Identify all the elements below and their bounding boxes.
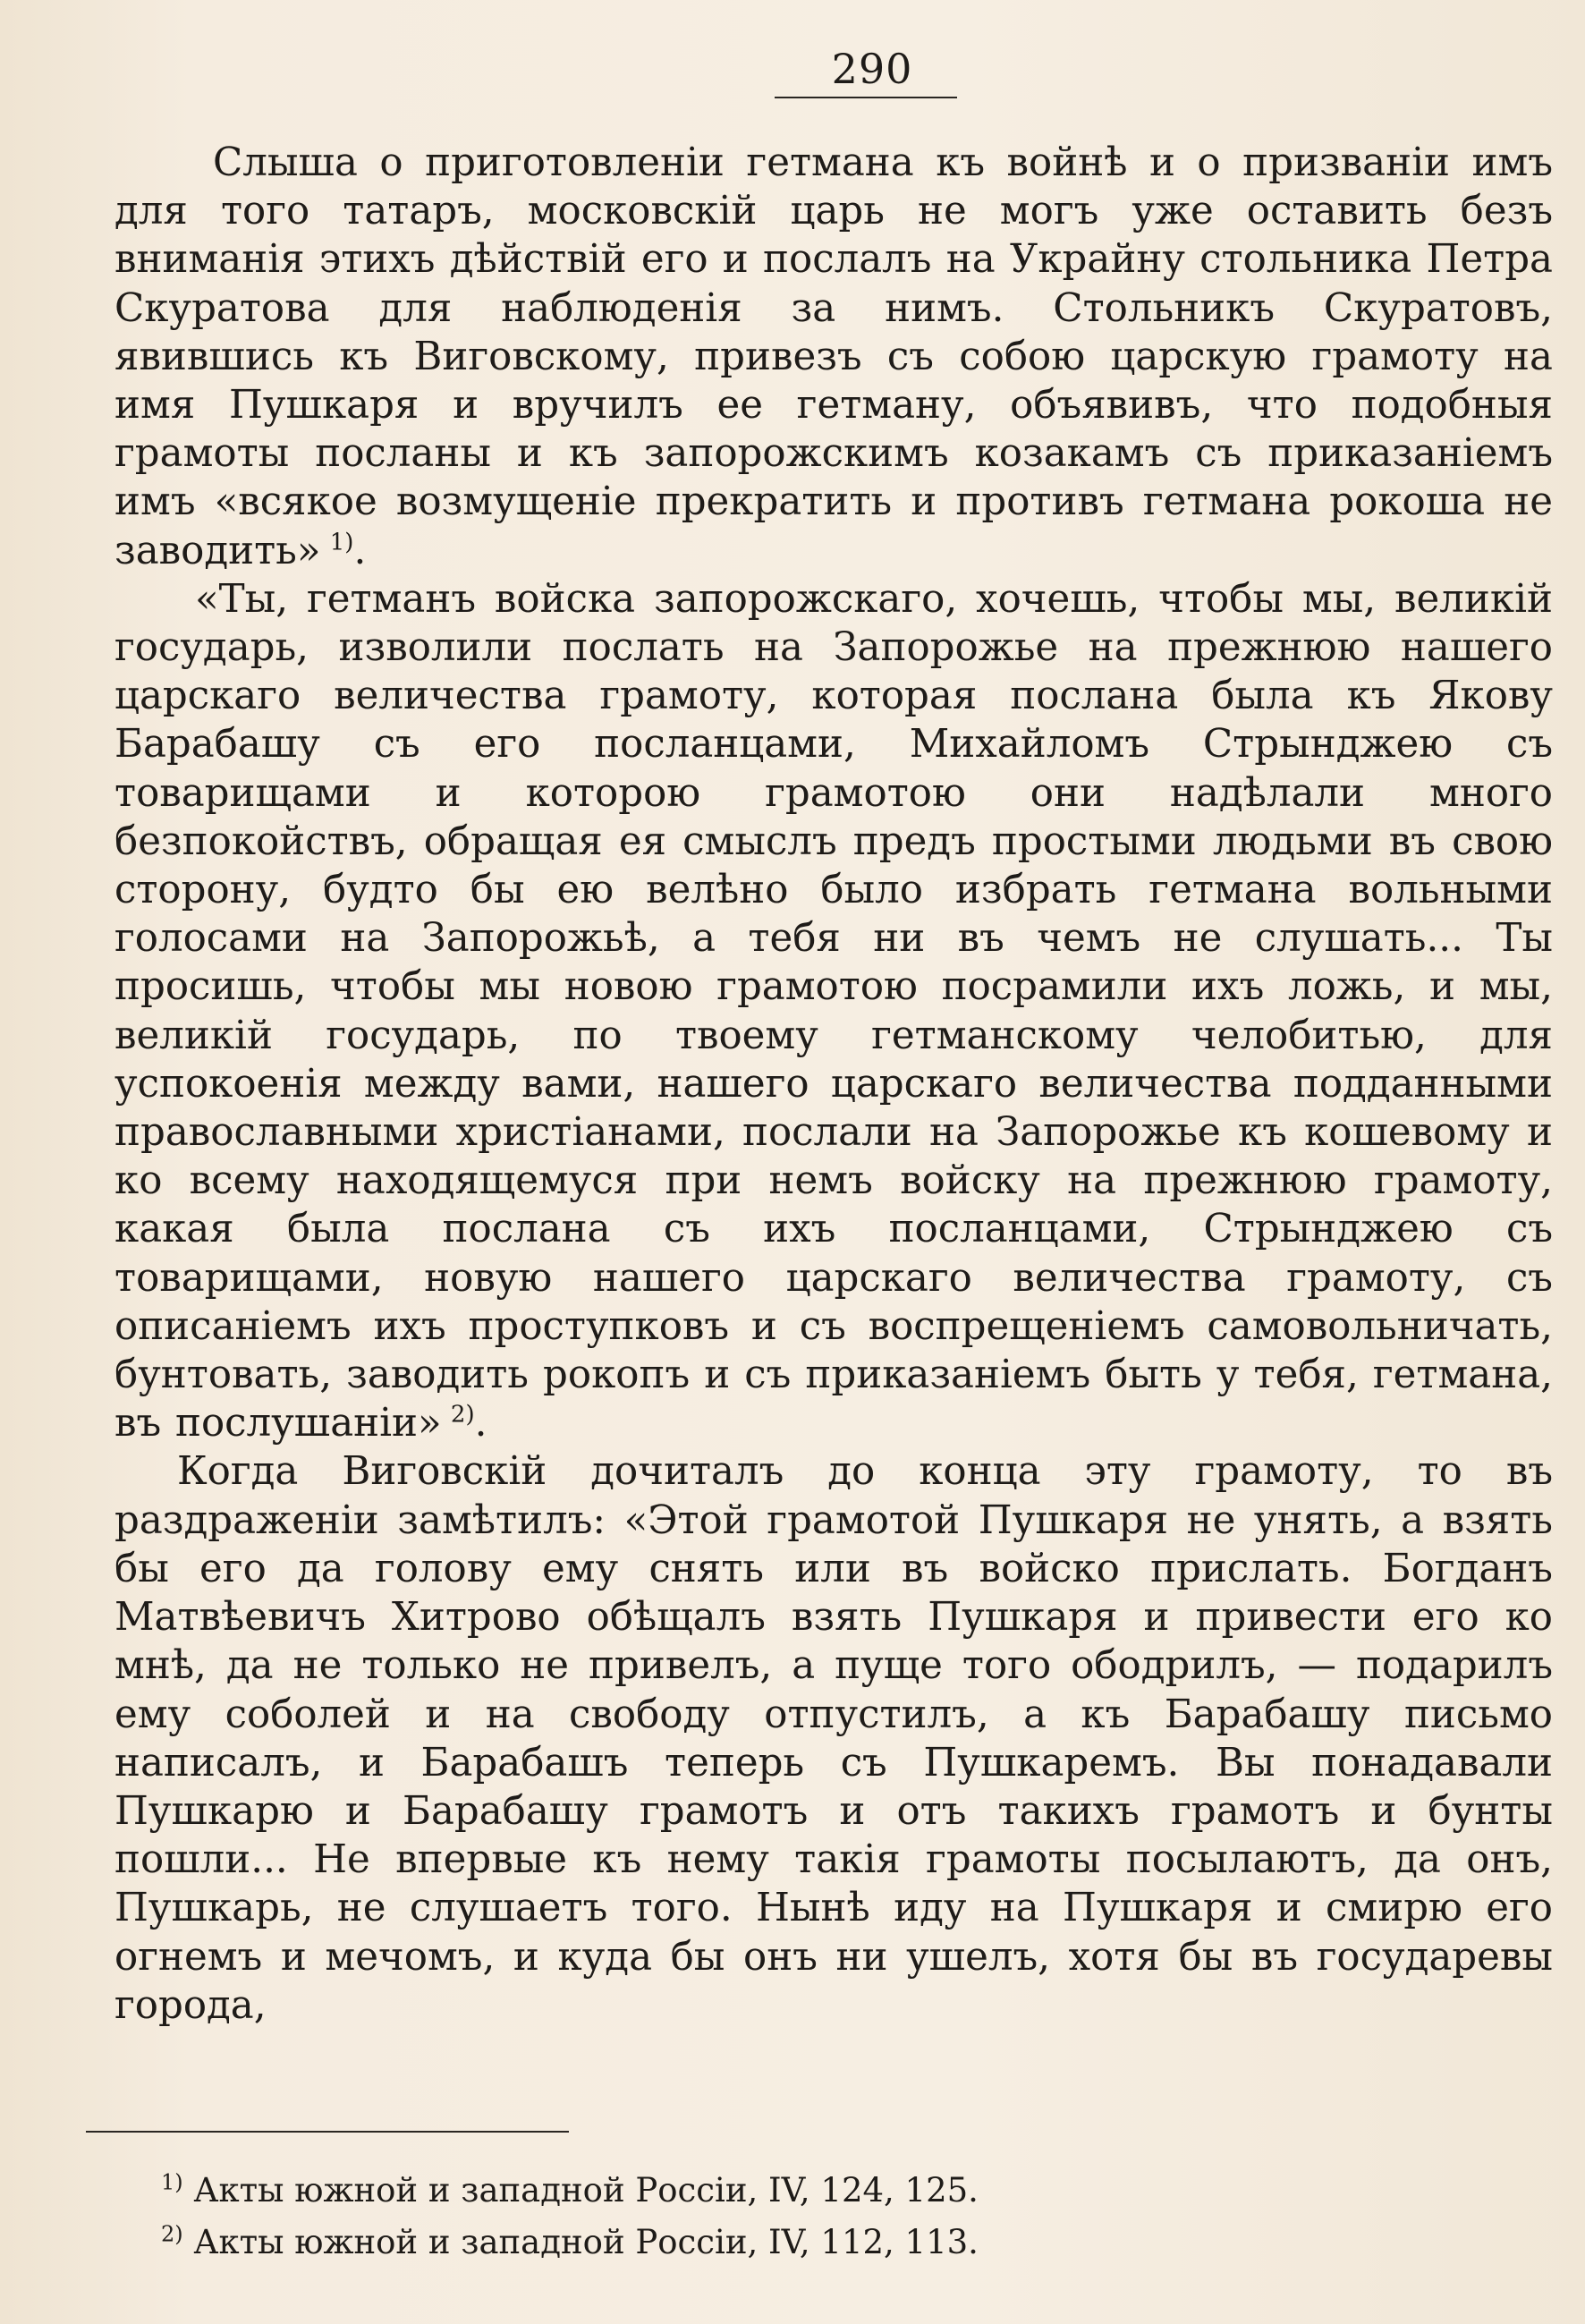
footnotes <box>161 2165 1413 2269</box>
body-text <box>114 139 1553 2030</box>
paragraph-3 <box>114 1447 1553 2029</box>
paragraph-2-text: «Ты, гетманъ войска запорожскаго, хочешь, чтобы мы, великій государь, изволили послать на Запорожье на прежнюю нашего царскаго величества грамоту, которая послана была къ Якову Барабашу съ его посланцами, Михайломъ Стрынджею съ товарищами и которою грамотою они надѣлали много безпокойствъ, обращая ея смыслъ предъ простыми людьми въ свою сторону, будто бы ею велѣно было избрать гетмана вольными голосами на Запорожьѣ, а тебя ни въ чемъ не слушать... Ты просишь, чтобы мы новою грамотою посрамили ихъ ложь, и мы, великій государь, по твоему гетманскому челобитью, для успокоенія между вами, нашего царскаго величества подданными православными христіанами, послали на Запорожье къ кошевому и ко всему находящемуся при немъ войску на прежнюю грамоту, какая была послана съ ихъ посланцами, Стрынджею съ товарищами, новую нашего царскаго величества грамоту, съ описаніемъ ихъ проступковъ и съ воспрещеніемъ самовольничать, бунтовать, заводить рокопъ и съ приказаніемъ быть у тебя, гетмана, въ послушаніи» <box>114 576 1553 1446</box>
footnote-ref-1: 1) <box>329 529 354 556</box>
footnote-rule <box>86 2131 569 2133</box>
footnote-mark-1: 1) <box>161 2169 183 2195</box>
paragraph-1-tail: . <box>353 528 367 573</box>
paragraph-2 <box>114 575 1553 1448</box>
footnote-2 <box>161 2217 1413 2269</box>
paragraph-1-text: Слыша о приготовленіи гетмана къ войнѣ и о призваніи имъ для того татаръ, московскій царь не могъ уже оставить безъ вниманія этихъ дѣйствій его и послалъ на Украйну стольника Петра Скуратова для наблюденія за нимъ. Стольникъ Скуратовъ, явившись къ Виговскому, привезъ съ собою царскую грамоту на имя Пушкаря и вручилъ ее гетману, объявивъ, что подобныя грамоты посланы и къ запорожскимъ козакамъ съ приказаніемъ имъ «всякое возмущеніе прекратить и противъ гетмана рокоша не заводить» <box>114 140 1553 573</box>
paragraph-2-tail: . <box>474 1401 487 1446</box>
paragraph-3-text: Когда Виговскій дочиталъ до конца эту грамоту, то въ раздраженіи замѣтилъ: «Этой грамотой Пушкаря не унять, а взять бы его да голову ему снять или въ войско прислать. Богданъ Матвѣевичъ Хитрово обѣщалъ взять Пушкаря и привести его ко мнѣ, да не только не привелъ, а пуще того ободрилъ, — подарилъ ему соболей и на свободу отпустилъ, а къ Барабашу письмо написалъ, и Барабашъ теперь съ Пушкаремъ. Вы понадавали Пушкарю и Барабашу грамотъ и отъ такихъ грамотъ и бунты пошли... Не впервые къ нему такія грамоты посылаютъ, да онъ, Пушкарь, не слушаетъ того. Нынѣ иду на Пушкаря и смирю его огнемъ и мечомъ, и куда бы онъ ни ушелъ, хотя бы въ государевы города, <box>114 1449 1553 2028</box>
footnote-mark-2: 2) <box>161 2221 183 2247</box>
footnote-text-2: Акты южной и западной Россіи, IV, 112, 113. <box>193 2223 979 2261</box>
page-number-rule <box>775 97 957 98</box>
paragraph-1 <box>114 139 1553 575</box>
page-number: 290 <box>831 45 913 93</box>
footnote-1 <box>161 2165 1413 2217</box>
footnote-text-1: Акты южной и западной Россіи, IV, 124, 125. <box>193 2171 979 2209</box>
footnote-ref-2: 2) <box>450 1401 475 1429</box>
